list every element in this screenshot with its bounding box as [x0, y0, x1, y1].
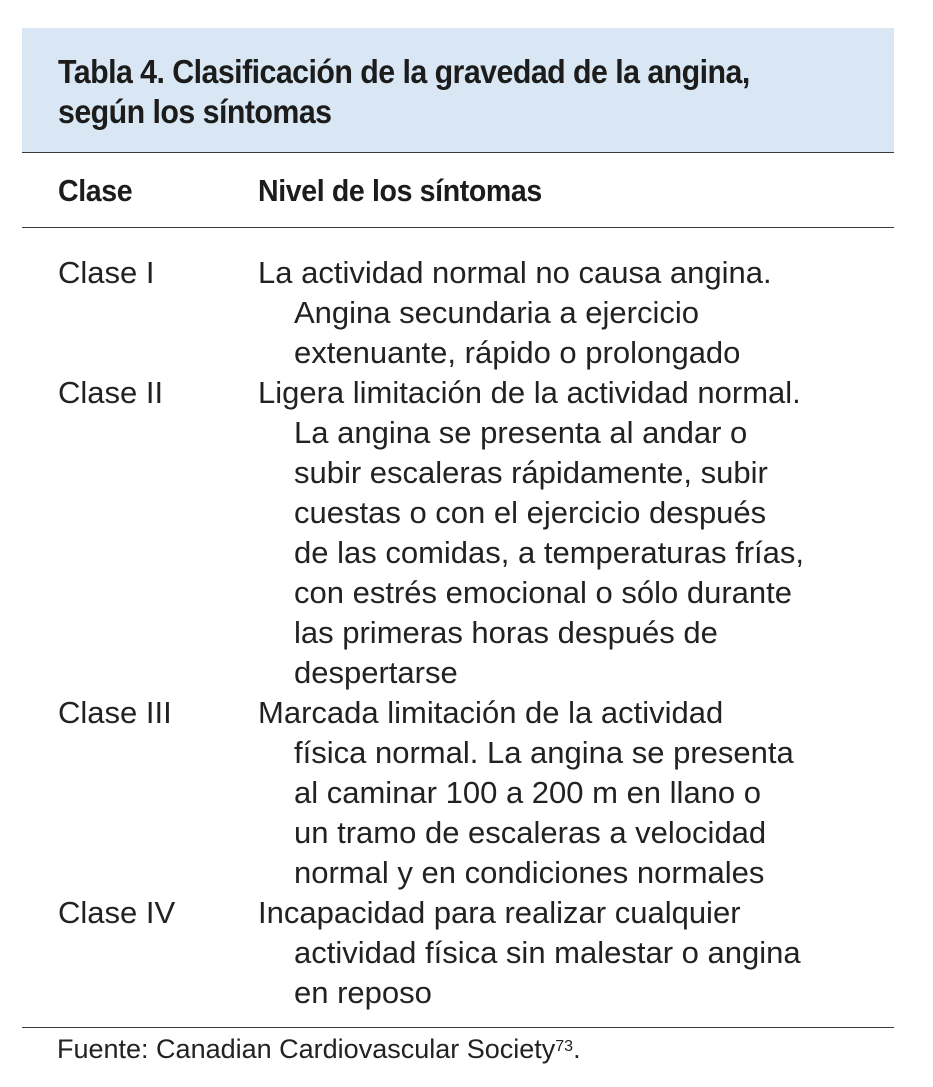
header-class: Clase	[58, 173, 133, 208]
desc-line: física normal. La angina se presenta	[294, 735, 794, 770]
desc-line: las primeras horas después de	[294, 615, 718, 650]
desc-line: La actividad normal no causa angina.	[258, 255, 772, 290]
row-class: Clase II	[58, 375, 164, 410]
desc-line: actividad física sin malestar o angina	[294, 935, 801, 970]
row-description	[258, 893, 894, 1013]
source-text: Fuente: Canadian Cardiovascular Society	[57, 1034, 556, 1064]
desc-line: Incapacidad para realizar cualquier	[258, 895, 741, 930]
table-title-line-1: Tabla 4. Clasificación de la gravedad de la angina,	[58, 53, 750, 90]
desc-line: extenuante, rápido o prolongado	[294, 335, 741, 370]
desc-line: con estrés emocional o sólo durante	[294, 575, 793, 610]
angina-classification-table	[22, 28, 894, 1028]
row-class: Clase IV	[58, 895, 176, 930]
desc-line: Marcada limitación de la actividad	[258, 695, 724, 730]
table-title-line-2: según los síntomas	[58, 93, 332, 130]
table-row	[22, 373, 894, 693]
desc-line: normal y en condiciones normales	[294, 855, 765, 890]
desc-line: Angina secundaria a ejercicio	[294, 295, 699, 330]
row-description	[258, 693, 894, 893]
table-header-row	[22, 153, 894, 227]
desc-line: de las comidas, a temperaturas frías,	[294, 535, 805, 570]
bottom-divider	[22, 1027, 894, 1028]
desc-line: Ligera limitación de la actividad normal.	[258, 375, 801, 410]
desc-line: subir escaleras rápidamente, subir	[294, 455, 768, 490]
table-title-box	[22, 28, 894, 152]
row-class: Clase III	[58, 695, 172, 730]
source-reference: 73	[555, 1038, 574, 1055]
desc-line: al caminar 100 a 200 m en llano o	[294, 775, 762, 810]
table-row	[22, 893, 894, 1013]
table-body	[22, 228, 894, 1027]
row-class: Clase I	[58, 255, 155, 290]
desc-line: en reposo	[294, 975, 432, 1010]
desc-line: La angina se presenta al andar o	[294, 415, 748, 450]
header-level: Nivel de los síntomas	[258, 173, 542, 208]
desc-line: cuestas o con el ejercicio después	[294, 495, 767, 530]
source-end: .	[573, 1034, 581, 1064]
table-row	[22, 693, 894, 893]
table-row	[22, 253, 894, 373]
table-source-note	[57, 1032, 581, 1066]
row-description	[258, 253, 894, 373]
row-description	[258, 373, 894, 693]
desc-line: despertarse	[294, 655, 458, 690]
desc-line: un tramo de escaleras a velocidad	[294, 815, 767, 850]
